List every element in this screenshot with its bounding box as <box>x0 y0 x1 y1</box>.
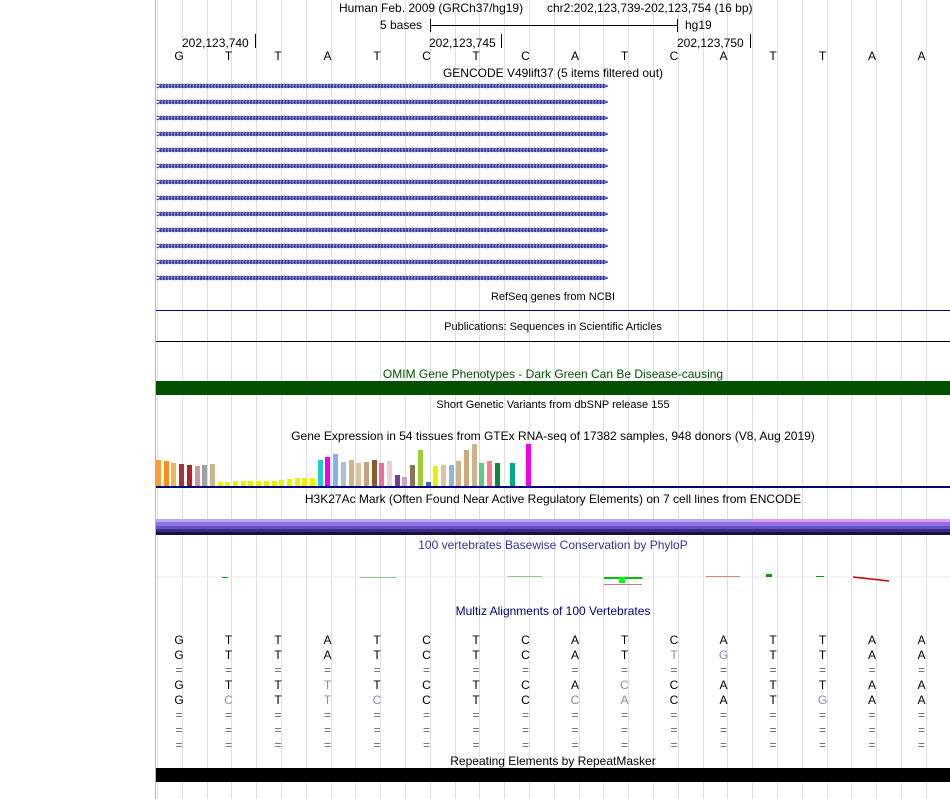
omim-title: OMIM Gene Phenotypes - Dark Green Can Be Disease-causing <box>382 367 724 381</box>
transcript-arrows[interactable]: >>>>>>>>>>>>>>>>>>>>>>>>>>>>>>>>>>>>>>>>>>>>>>>>>>>>>>>>>>>>>>>>>>>>>>>>>>>>>>>>>>>>>>>>>>>>>>>>>>>>>>>>>>>>>>>>>>>>>>>>>>>>>>>>>>>>>>>>>>>>>>>> <box>156 145 606 156</box>
alignment-base: T <box>472 693 480 707</box>
alignment-base: = <box>274 738 282 752</box>
db-text: hg19 <box>685 18 712 32</box>
alignment-base: C <box>521 678 530 692</box>
gtex-tissue-bar[interactable] <box>171 463 176 486</box>
gtex-tissue-bar[interactable] <box>310 478 315 486</box>
phylop-mark-11 <box>816 576 824 577</box>
gtex-tissue-bar[interactable] <box>210 464 215 486</box>
scale-bar <box>430 25 678 26</box>
transcript-arrows[interactable]: >>>>>>>>>>>>>>>>>>>>>>>>>>>>>>>>>>>>>>>>>>>>>>>>>>>>>>>>>>>>>>>>>>>>>>>>>>>>>>>>>>>>>>>>>>>>>>>>>>>>>>>>>>>>>>>>>>>>>>>>>>>>>>>>>>>>>>>>>>>>>>>> <box>156 97 606 108</box>
alignment-base: C <box>422 678 431 692</box>
alignment-base: C <box>422 648 431 662</box>
coord-label-1: 202,123,740 <box>182 36 249 50</box>
coord-tick-3 <box>750 34 751 48</box>
gtex-tissue-bar[interactable] <box>495 463 500 486</box>
alignment-base: = <box>224 723 232 737</box>
alignment-base: = <box>769 738 777 752</box>
coord-label-3: 202,123,750 <box>677 36 744 50</box>
h3k27ac-layer-4 <box>156 532 950 535</box>
alignment-base: = <box>373 708 381 722</box>
alignment-base: = <box>323 738 331 752</box>
alignment-base: = <box>224 708 232 722</box>
alignment-base: = <box>917 738 925 752</box>
transcript-arrows[interactable]: >>>>>>>>>>>>>>>>>>>>>>>>>>>>>>>>>>>>>>>>>>>>>>>>>>>>>>>>>>>>>>>>>>>>>>>>>>>>>>>>>>>>>>>>>>>>>>>>>>>>>>>>>>>>>>>>>>>>>>>>>>>>>>>>>>>>>>>>>>>>>>>> <box>156 193 606 204</box>
reference-base: A <box>323 49 332 63</box>
alignment-base: = <box>274 663 282 677</box>
transcript-arrows[interactable]: >>>>>>>>>>>>>>>>>>>>>>>>>>>>>>>>>>>>>>>>>>>>>>>>>>>>>>>>>>>>>>>>>>>>>>>>>>>>>>>>>>>>>>>>>>>>>>>>>>>>>>>>>>>>>>>>>>>>>>>>>>>>>>>>>>>>>>>>>>>>>>>> <box>156 257 606 268</box>
alignment-base: = <box>868 708 876 722</box>
alignment-base: = <box>422 663 430 677</box>
alignment-base: = <box>670 738 678 752</box>
phylop-title: 100 vertebrates Basewise Conservation by PhyloP <box>418 538 688 552</box>
alignment-base: A <box>719 678 728 692</box>
alignment-base: T <box>769 678 777 692</box>
alignment-base: = <box>719 708 727 722</box>
alignment-base: T <box>818 678 827 692</box>
gtex-tissue-bar[interactable] <box>387 461 392 486</box>
gtex-tissue-bar[interactable] <box>318 460 323 486</box>
alignment-base: = <box>620 738 628 752</box>
transcript-arrows[interactable]: >>>>>>>>>>>>>>>>>>>>>>>>>>>>>>>>>>>>>>>>>>>>>>>>>>>>>>>>>>>>>>>>>>>>>>>>>>>>>>>>>>>>>>>>>>>>>>>>>>>>>>>>>>>>>>>>>>>>>>>>>>>>>>>>>>>>>>>>>>>>>>>> <box>156 161 606 172</box>
h3k27ac-title: H3K27Ac Mark (Often Found Near Active Regulatory Elements) on 7 cell lines from ENCODE <box>304 492 802 506</box>
alignment-base: C <box>570 693 580 707</box>
alignment-base: G <box>718 648 729 662</box>
alignment-base: C <box>422 633 431 647</box>
alignment-base: = <box>323 723 331 737</box>
assembly-text: Human Feb. 2009 (GRCh37/hg19) <box>339 1 524 15</box>
phylop-mark-2 <box>360 577 396 578</box>
alignment-base: T <box>620 633 629 647</box>
gtex-baseline <box>156 486 950 488</box>
alignment-base: A <box>570 633 579 647</box>
alignment-base: = <box>323 708 331 722</box>
gtex-tissue-bar[interactable] <box>456 461 461 486</box>
transcript-arrows[interactable]: >>>>>>>>>>>>>>>>>>>>>>>>>>>>>>>>>>>>>>>>>>>>>>>>>>>>>>>>>>>>>>>>>>>>>>>>>>>>>>>>>>>>>>>>>>>>>>>>>>>>>>>>>>>>>>>>>>>>>>>>>>>>>>>>>>>>>>>>>>>>>>>> <box>156 209 606 220</box>
alignment-base: T <box>818 648 827 662</box>
alignment-base: = <box>917 663 925 677</box>
alignment-base: = <box>224 663 232 677</box>
alignment-base: C <box>620 678 629 692</box>
transcript-arrows[interactable]: >>>>>>>>>>>>>>>>>>>>>>>>>>>>>>>>>>>>>>>>>>>>>>>>>>>>>>>>>>>>>>>>>>>>>>>>>>>>>>>>>>>>>>>>>>>>>>>>>>>>>>>>>>>>>>>>>>>>>>>>>>>>>>>>>>>>>>>>>>>>>>>> <box>156 241 606 252</box>
gtex-tissue-bar[interactable] <box>433 466 438 486</box>
gtex-tissue-bar[interactable] <box>479 463 484 486</box>
alignment-base: = <box>620 663 628 677</box>
publications-title: Publications: Sequences in Scientific Articles <box>444 321 662 333</box>
alignment-base: = <box>818 738 826 752</box>
alignment-base: = <box>571 663 579 677</box>
alignment-base: C <box>669 693 679 707</box>
alignment-base: = <box>868 738 876 752</box>
alignment-base: A <box>917 648 926 662</box>
alignment-base: A <box>867 648 876 662</box>
transcript-arrows[interactable]: >>>>>>>>>>>>>>>>>>>>>>>>>>>>>>>>>>>>>>>>>>>>>>>>>>>>>>>>>>>>>>>>>>>>>>>>>>>>>>>>>>>>>>>>>>>>>>>>>>>>>>>>>>>>>>>>>>>>>>>>>>>>>>>>>>>>>>>>>>>>>>>> <box>156 225 606 236</box>
alignment-base: T <box>274 693 282 707</box>
gtex-tissue-bar[interactable] <box>341 462 346 486</box>
alignment-base: = <box>422 738 430 752</box>
phylop-mark-10 <box>766 574 772 577</box>
gtex-tissue-bar[interactable] <box>364 462 369 486</box>
coord-label-2: 202,123,745 <box>429 36 496 50</box>
alignment-base: = <box>274 708 282 722</box>
reference-base: A <box>867 49 876 63</box>
alignment-base: T <box>323 693 332 707</box>
reference-base: C <box>669 49 679 63</box>
omim-bar[interactable] <box>156 381 950 395</box>
alignment-base: A <box>867 633 876 647</box>
alignment-base: = <box>323 663 331 677</box>
gtex-tissue-bar[interactable] <box>356 463 361 486</box>
alignment-base: A <box>867 693 876 707</box>
alignment-base: = <box>620 723 628 737</box>
gtex-tissue-bar[interactable] <box>464 450 469 486</box>
alignment-base: G <box>174 648 184 662</box>
reference-base: T <box>224 49 233 63</box>
alignment-base: = <box>373 723 381 737</box>
reference-base: G <box>174 49 184 63</box>
alignment-base: = <box>769 723 777 737</box>
alignment-base: = <box>472 738 480 752</box>
alignment-base: A <box>719 633 728 647</box>
reference-base: T <box>769 49 777 63</box>
reference-base: A <box>570 49 579 63</box>
reference-base: C <box>422 49 431 63</box>
alignment-base: T <box>274 633 282 647</box>
alignment-base: = <box>620 708 628 722</box>
alignment-base: G <box>174 678 184 692</box>
alignment-base: G <box>174 633 184 647</box>
gtex-title: Gene Expression in 54 tissues from GTEx RNA-seq of 17382 samples, 948 donors (V8, Aug 2019) <box>291 429 815 443</box>
gtex-tissue-bar[interactable] <box>302 478 307 486</box>
alignment-base: = <box>769 708 777 722</box>
gtex-tissue-bar[interactable] <box>410 465 415 486</box>
phylop-track[interactable] <box>156 560 950 600</box>
alignment-base: = <box>175 738 183 752</box>
reference-base: A <box>917 49 926 63</box>
scale-bar-left-tick <box>430 19 431 32</box>
phylop-mark-9 <box>706 576 740 577</box>
alignment-base: G <box>174 693 184 707</box>
alignment-base: A <box>867 678 876 692</box>
alignment-base: C <box>521 693 530 707</box>
alignment-base: = <box>868 663 876 677</box>
gtex-tissue-bar[interactable] <box>164 461 169 486</box>
alignment-base: = <box>571 708 579 722</box>
alignment-base: T <box>224 648 233 662</box>
phylop-mark-12 <box>853 577 889 581</box>
alignment-base: = <box>472 723 480 737</box>
transcript-arrows[interactable]: >>>>>>>>>>>>>>>>>>>>>>>>>>>>>>>>>>>>>>>>>>>>>>>>>>>>>>>>>>>>>>>>>>>>>>>>>>>>>>>>>>>>>>>>>>>>>>>>>>>>>>>>>>>>>>>>>>>>>>>>>>>>>>>>>>>>>>>>>>>>>>>> <box>156 113 606 124</box>
alignment-base: A <box>323 633 332 647</box>
scale-bar-right-tick <box>677 19 678 32</box>
transcript-arrows[interactable]: >>>>>>>>>>>>>>>>>>>>>>>>>>>>>>>>>>>>>>>>>>>>>>>>>>>>>>>>>>>>>>>>>>>>>>>>>>>>>>>>>>>>>>>>>>>>>>>>>>>>>>>>>>>>>>>>>>>>>>>>>>>>>>>>>>>>>>>>>>>>>>>> <box>156 129 606 140</box>
alignment-base: = <box>670 723 678 737</box>
alignment-base: = <box>472 663 480 677</box>
alignment-base: = <box>274 723 282 737</box>
alignment-base: G <box>817 693 828 707</box>
alignment-base: = <box>670 708 678 722</box>
gtex-tissue-bar[interactable] <box>449 465 454 486</box>
gencode-title: GENCODE V49lift37 (5 items filtered out) <box>442 66 664 80</box>
track-labels-panel <box>0 0 155 799</box>
alignment-base: = <box>917 708 925 722</box>
alignment-base: = <box>769 663 777 677</box>
reference-base: C <box>521 49 530 63</box>
gtex-tissue-bar[interactable] <box>395 475 400 486</box>
gtex-tissue-bar[interactable] <box>295 478 300 486</box>
alignment-base: C <box>521 633 530 647</box>
alignment-base: T <box>224 633 233 647</box>
transcript-arrows[interactable]: >>>>>>>>>>>>>>>>>>>>>>>>>>>>>>>>>>>>>>>>>>>>>>>>>>>>>>>>>>>>>>>>>>>>>>>>>>>>>>>>>>>>>>>>>>>>>>>>>>>>>>>>>>>>>>>>>>>>>>>>>>>>>>>>>>>>>>>>>>>>>>>> <box>156 177 606 188</box>
gtex-tissue-bar[interactable] <box>526 444 531 486</box>
alignment-base: = <box>571 738 579 752</box>
alignment-base: A <box>570 648 579 662</box>
alignment-base: T <box>670 648 678 662</box>
alignment-base: = <box>175 708 183 722</box>
alignment-base: = <box>521 708 529 722</box>
transcript-arrows[interactable]: >>>>>>>>>>>>>>>>>>>>>>>>>>>>>>>>>>>>>>>>>>>>>>>>>>>>>>>>>>>>>>>>>>>>>>>>>>>>>>>>>>>>>>>>>>>>>>>>>>>>>>>>>>>>>>>>>>>>>>>>>>>>>>>>>>>>>>>>>>>>>>>> <box>156 273 606 284</box>
alignment-base: = <box>818 723 826 737</box>
alignment-base: T <box>373 633 381 647</box>
phylop-mark-8 <box>604 584 642 585</box>
gtex-tissue-bar[interactable] <box>179 464 184 486</box>
publications-line[interactable] <box>156 341 950 342</box>
gtex-tissue-bar[interactable] <box>187 465 192 486</box>
alignment-base: = <box>472 708 480 722</box>
alignment-base: A <box>917 693 926 707</box>
gtex-tissue-bar[interactable] <box>510 463 515 486</box>
alignment-base: T <box>274 678 282 692</box>
alignment-base: C <box>422 693 431 707</box>
gtex-bar-chart[interactable] <box>156 444 950 486</box>
gtex-tissue-bar[interactable] <box>418 450 423 486</box>
alignment-base: = <box>719 738 727 752</box>
alignment-base: = <box>373 663 381 677</box>
alignment-base: C <box>372 693 382 707</box>
alignment-base: = <box>818 663 826 677</box>
alignment-base: = <box>422 723 430 737</box>
refseq-title: RefSeq genes from NCBI <box>490 291 616 303</box>
reference-base: T <box>620 49 629 63</box>
scale-bar-text: 5 bases <box>380 18 423 32</box>
alignment-base: A <box>570 678 579 692</box>
alignment-base: = <box>175 663 183 677</box>
alignment-base: T <box>472 648 480 662</box>
reference-base: T <box>472 49 480 63</box>
dbsnp-title: Short Genetic Variants from dbSNP release 155 <box>436 399 670 411</box>
phylop-mark-1 <box>222 577 228 578</box>
phylop-mark-3 <box>508 576 542 577</box>
alignment-base: = <box>868 723 876 737</box>
gtex-tissue-bar[interactable] <box>372 460 377 486</box>
gtex-tissue-bar[interactable] <box>202 465 207 486</box>
reference-base: T <box>818 49 827 63</box>
coord-tick-1 <box>255 34 256 48</box>
alignment-base: T <box>769 633 777 647</box>
gtex-tissue-bar[interactable] <box>487 461 492 486</box>
refseq-line[interactable] <box>156 310 950 311</box>
alignment-base: T <box>769 648 777 662</box>
alignment-base: A <box>620 693 629 707</box>
alignment-base: T <box>323 678 332 692</box>
alignment-base: T <box>620 648 629 662</box>
alignment-base: = <box>224 738 232 752</box>
alignment-base: T <box>274 648 282 662</box>
alignment-base: C <box>521 648 530 662</box>
gtex-tissue-bar[interactable] <box>195 466 200 486</box>
alignment-base: = <box>521 738 529 752</box>
alignment-base: A <box>719 693 728 707</box>
h3k27ac-layers[interactable] <box>156 519 950 537</box>
alignment-base: = <box>719 723 727 737</box>
repeatmasker-bar[interactable] <box>156 768 950 782</box>
gtex-tissue-bar[interactable] <box>441 465 446 486</box>
alignment-base: = <box>422 708 430 722</box>
phylop-mark-7 <box>619 577 625 583</box>
alignment-base: T <box>224 678 233 692</box>
alignment-base: = <box>521 663 529 677</box>
position-text: chr2:202,123,739-202,123,754 (16 bp) <box>547 1 753 15</box>
alignment-base: A <box>323 648 332 662</box>
alignment-base: C <box>224 693 233 707</box>
repeatmasker-title: Repeating Elements by RepeatMasker <box>450 754 656 768</box>
gtex-tissue-bar[interactable] <box>472 444 477 486</box>
multiz-title: Multiz Alignments of 100 Vertebrates <box>455 604 651 618</box>
gtex-tissue-bar[interactable] <box>349 460 354 486</box>
gtex-tissue-bar[interactable] <box>325 457 330 486</box>
gtex-tissue-bar[interactable] <box>333 454 338 486</box>
alignment-base: T <box>472 633 480 647</box>
alignment-base: T <box>373 648 381 662</box>
alignment-base: T <box>818 633 827 647</box>
alignment-base: = <box>719 663 727 677</box>
reference-base: T <box>274 49 282 63</box>
alignment-base: = <box>571 723 579 737</box>
alignment-base: A <box>917 633 926 647</box>
reference-base: T <box>373 49 381 63</box>
gtex-tissue-bar[interactable] <box>402 477 407 486</box>
alignment-base: = <box>175 723 183 737</box>
alignment-base: A <box>917 678 926 692</box>
alignment-base: = <box>670 663 678 677</box>
gtex-tissue-bar[interactable] <box>156 460 161 486</box>
alignment-base: = <box>818 708 826 722</box>
alignment-base: C <box>669 633 679 647</box>
alignment-base: T <box>373 678 381 692</box>
alignment-base: T <box>769 693 777 707</box>
alignment-base: C <box>669 678 679 692</box>
transcript-arrows[interactable]: >>>>>>>>>>>>>>>>>>>>>>>>>>>>>>>>>>>>>>>>>>>>>>>>>>>>>>>>>>>>>>>>>>>>>>>>>>>>>>>>>>>>>>>>>>>>>>>>>>>>>>>>>>>>>>>>>>>>>>>>>>>>>>>>>>>>>>>>>>>>>>>> <box>156 81 606 92</box>
reference-base: A <box>719 49 728 63</box>
coord-tick-2 <box>501 34 502 48</box>
gtex-tissue-bar[interactable] <box>287 479 292 486</box>
alignment-base: = <box>917 723 925 737</box>
alignment-base: = <box>521 723 529 737</box>
alignment-base: = <box>373 738 381 752</box>
gtex-tissue-bar[interactable] <box>379 463 384 486</box>
alignment-base: T <box>472 678 480 692</box>
